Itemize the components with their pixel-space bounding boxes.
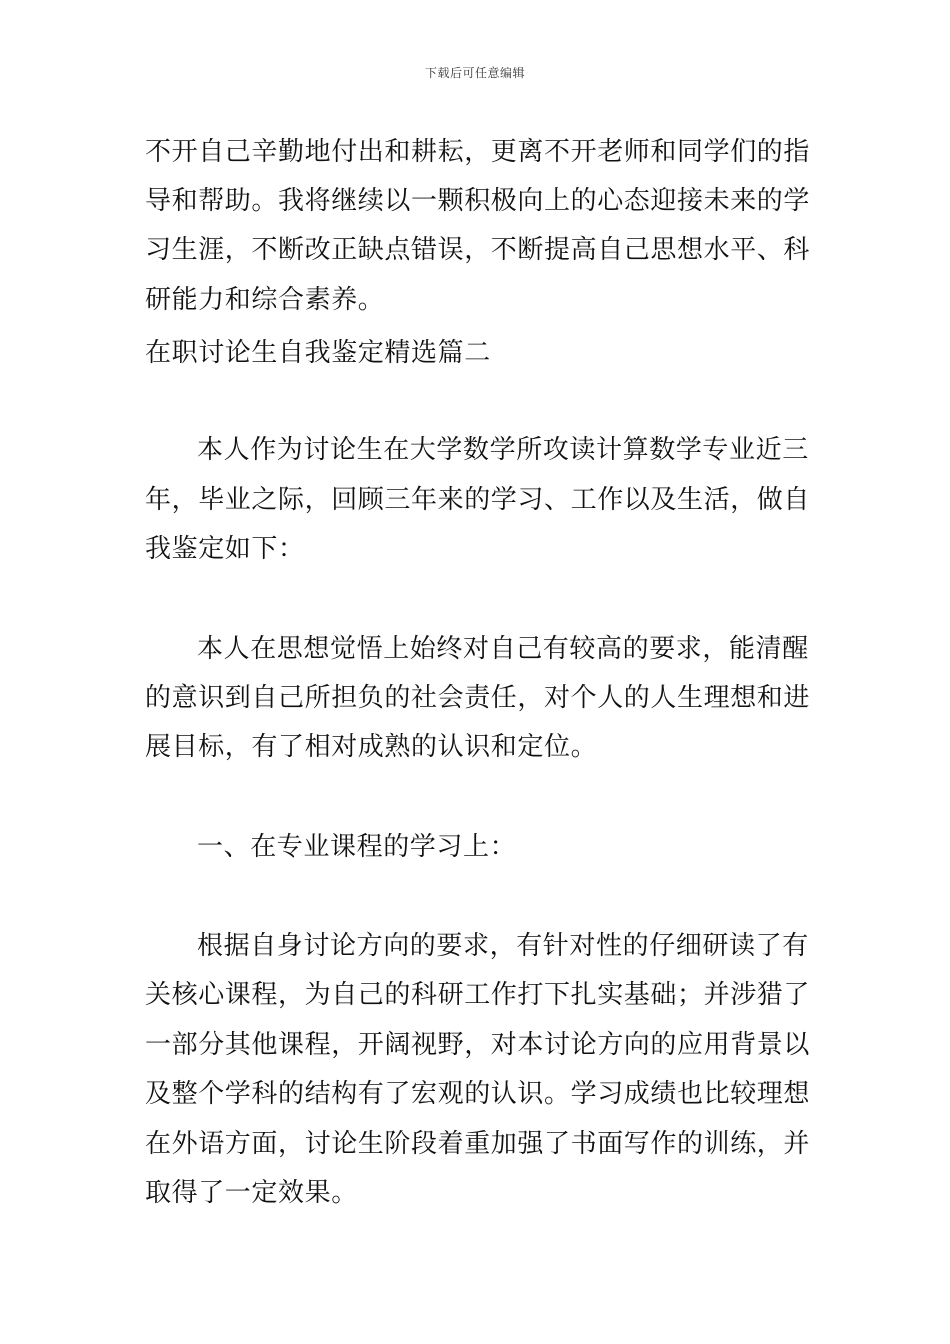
paragraph-line: 不开自己辛勤地付出和耕耘，更离不开老师和同学们的指	[145, 137, 811, 167]
paragraph-line: 一部分其他课程，开阔视野，对本讨论方向的应用背景以	[145, 1030, 811, 1060]
paragraph-line: 及整个学科的结构有了宏观的认识。学习成绩也比较理想	[145, 1079, 811, 1109]
paragraph-line: 导和帮助。我将继续以一颗积极向上的心态迎接未来的学	[145, 186, 811, 216]
page-header: 下载后可任意编辑	[424, 66, 525, 80]
paragraph-line: 的意识到自己所担负的社会责任，对个人的人生理想和进	[145, 683, 811, 713]
paragraph-line: 在外语方面，讨论生阶段着重加强了书面写作的训练，并	[145, 1129, 811, 1159]
paragraph-line: 关核心课程，为自己的科研工作打下扎实基础；并涉猎了	[145, 980, 811, 1010]
paragraph-line: 研能力和综合素养。	[145, 285, 385, 315]
paragraph-line: 我鉴定如下：	[145, 534, 305, 564]
paragraph-line: 本人作为讨论生在大学数学所攻读计算数学专业近三	[197, 435, 809, 465]
section-heading: 在职讨论生自我鉴定精选篇二	[145, 338, 491, 368]
subsection-heading: 一、在专业课程的学习上：	[197, 832, 517, 862]
paragraph-line: 本人在思想觉悟上始终对自己有较高的要求，能清醒	[197, 634, 809, 664]
paragraph-line: 取得了一定效果。	[145, 1178, 358, 1208]
paragraph-line: 展目标，有了相对成熟的认识和定位。	[145, 732, 598, 762]
paragraph-line: 习生涯，不断改正缺点错误，不断提高自己思想水平、科	[145, 235, 811, 265]
paragraph-line: 年，毕业之际，回顾三年来的学习、工作以及生活，做自	[145, 485, 811, 515]
paragraph-line: 根据自身讨论方向的要求，有针对性的仔细研读了有	[197, 931, 809, 961]
